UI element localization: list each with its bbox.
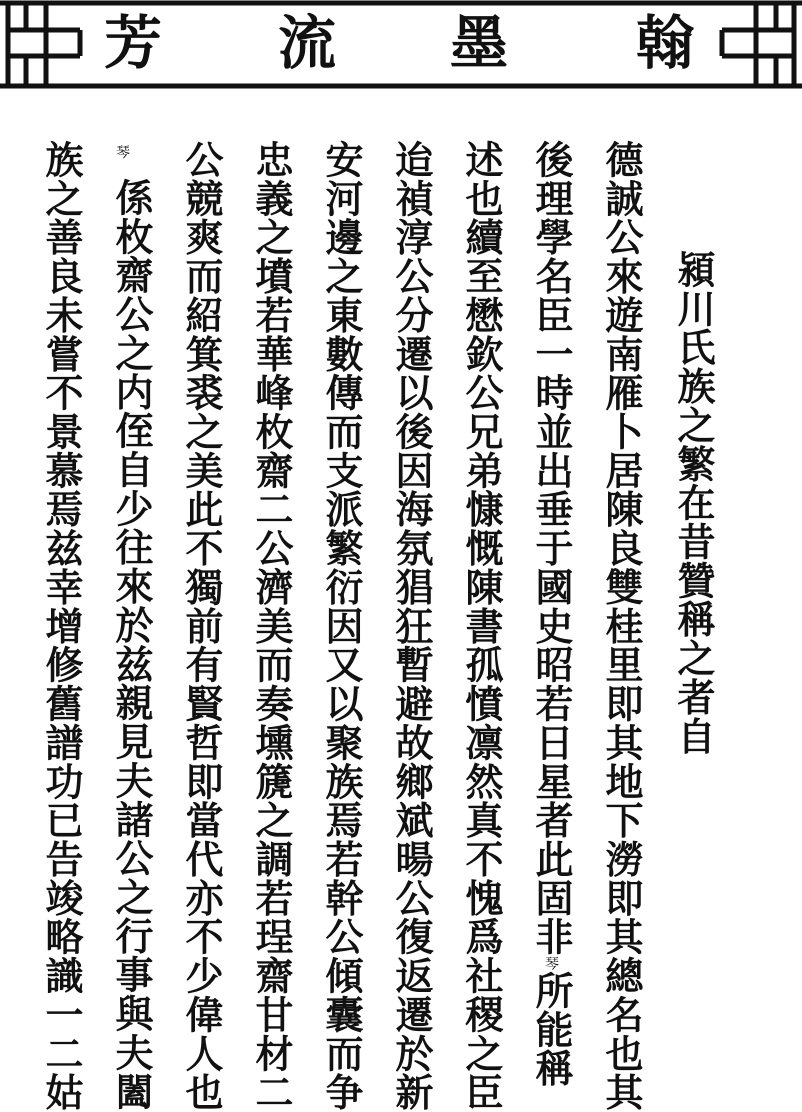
text-column-6: 安河邊之東數傳而支派繁衍因又以聚族焉若幹公傾囊而争	[319, 140, 364, 1112]
text-column-5: 迨禎淳公分遷以後因海氛猖狂暫避故鄉斌暘公復返遷於新	[389, 140, 434, 1112]
text-column-8: 公競爽而紹箕裘之美此不獨前有賢哲即當代亦不少偉人也	[179, 140, 224, 1112]
text-column-10: 族之善良未嘗不景慕焉兹幸增修舊譜功已告竣略識一二姑	[39, 140, 84, 1112]
title-char-4: 翰	[636, 9, 695, 77]
text-column-9: 係枚齋公之内侄自少往來於兹親見夫諸公之行事與夫闔	[109, 178, 154, 1111]
text-column-3-part-2: 所能稱	[529, 971, 574, 1088]
text-column-2: 德誠公來遊南雁卜居陳良雙桂里即其地下澇即其總名也其	[599, 140, 644, 1112]
left-fret-ornament	[8, 3, 80, 86]
text-column-4: 述也續至懋欽公兄弟慷慨陳書孤憤凛然真不愧爲社稷之臣	[459, 140, 504, 1112]
small-annotation-char: 琴	[116, 145, 130, 161]
text-column-1: 潁川氏族之繁在昔贊稱之者自	[671, 250, 716, 756]
text-column-3-part-1: 後理學名臣一時並出垂于國史昭若日星者此固非	[529, 140, 574, 957]
text-column-3	[520, 140, 574, 1088]
title-char-1: 芳	[104, 9, 163, 77]
header-band	[0, 0, 802, 92]
right-fret-ornament	[722, 3, 794, 86]
text-column-7: 忠義之墳若華峰枚齋二公濟美而奏壎篪之調若珵齋甘材二	[249, 140, 294, 1112]
small-note-char: 琴	[543, 956, 559, 972]
title-char-3: 墨	[450, 9, 509, 77]
title-char-2: 流	[278, 9, 337, 77]
